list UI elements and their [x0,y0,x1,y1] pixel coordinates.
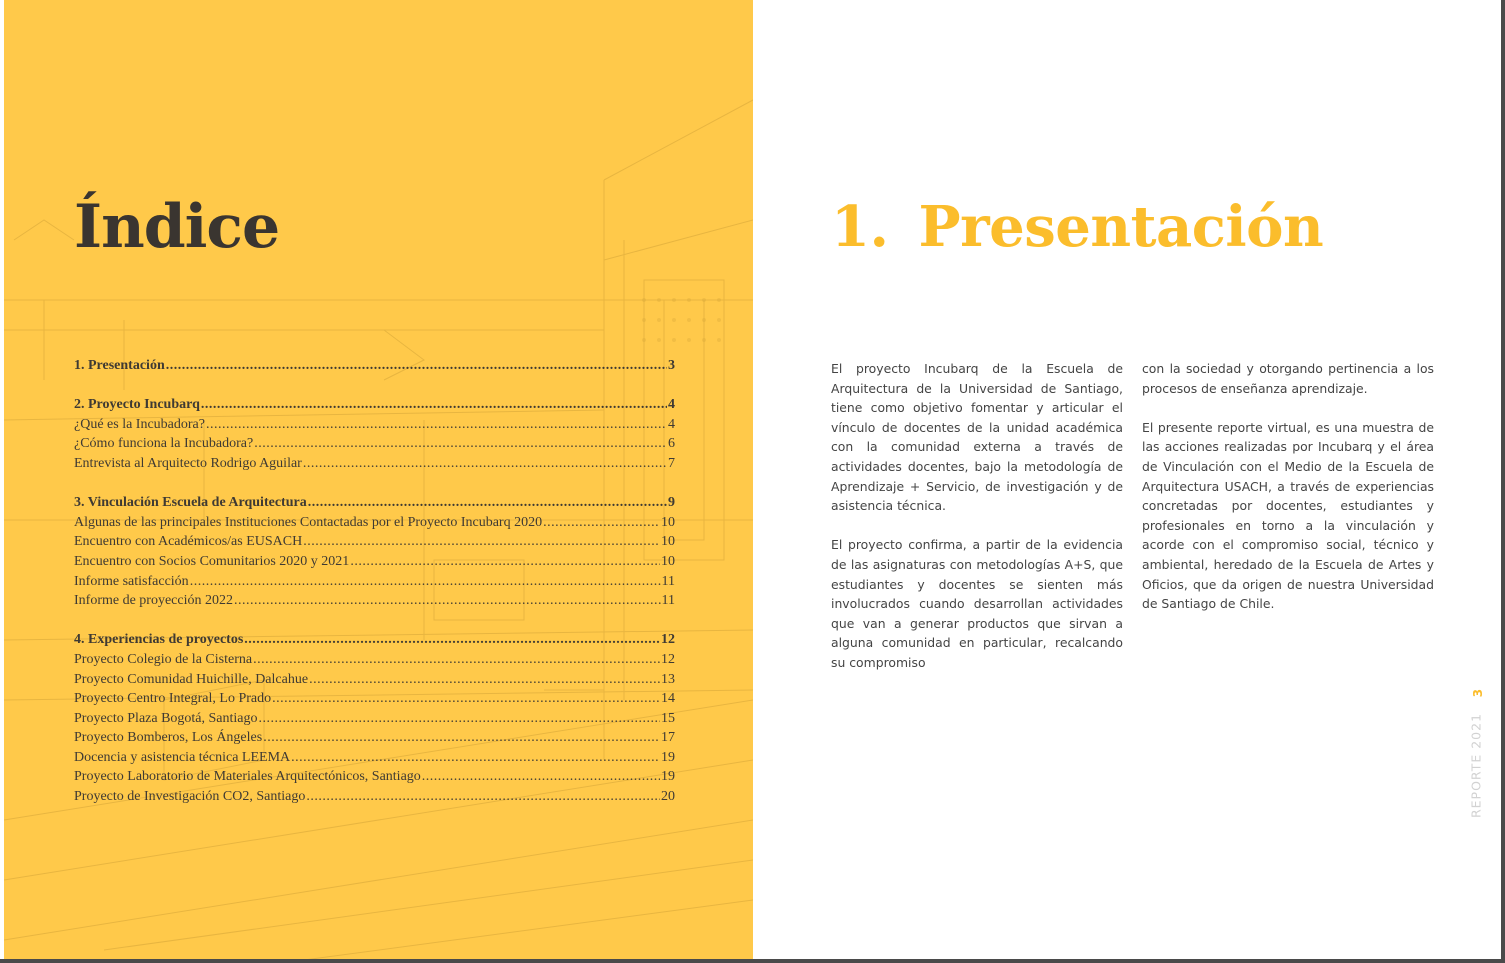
toc-entry[interactable] [74,456,675,476]
dot-leader [234,593,661,609]
text-column-2 [1142,359,1434,633]
toc-entry[interactable] [74,672,675,692]
text-column-1 [831,359,1123,692]
toc-entry-title: Proyecto Laboratorio de Materiales Arquitectónicos, Santiago [74,769,421,785]
toc-entry-title: Proyecto Comunidad Huichille, Dalcahue [74,671,309,687]
toc-section-heading[interactable] [74,397,675,417]
dot-leader [253,652,660,668]
toc-page-number: 19 [661,749,675,765]
dot-leader [206,417,667,433]
toc-entry[interactable] [74,534,675,554]
dot-leader [166,358,667,374]
toc-entry-title: 2. Proyecto Incubarq [74,397,200,413]
toc-entry-title: Informe satisfacción [74,573,189,589]
toc-section-heading[interactable] [74,495,675,515]
toc-section-heading[interactable] [74,632,675,652]
dot-leader [254,436,667,452]
toc-page-number: 20 [661,789,675,805]
toc-page-number: 10 [661,514,675,530]
toc-page-number: 4 [668,416,675,432]
toc-entry-title: Proyecto Plaza Bogotá, Santiago [74,710,258,726]
toc-entry[interactable] [74,593,675,613]
presentation-page [753,0,1501,959]
toc-page-number: 12 [661,632,675,648]
toc-page-number: 10 [661,553,675,569]
dot-leader [259,711,660,727]
toc-entry[interactable] [74,515,675,535]
toc-entry-title: Informe de proyección 2022 [74,593,233,609]
toc-entry[interactable] [74,730,675,750]
toc-page-number: 3 [668,358,675,373]
toc-page-number: 10 [661,534,675,550]
toc-entry[interactable] [74,750,675,770]
dot-leader [309,672,660,688]
toc-spacer [74,613,675,633]
toc-entry-title: Encuentro con Socios Comunitarios 2020 y 2021 [74,553,350,569]
toc-page-number: 19 [661,769,675,785]
presentation-title [831,194,1323,260]
page-number: 3 [1471,688,1485,698]
toc-entry-title: Docencia y asistencia técnica LEEMA [74,749,291,765]
section-title: Presentación [918,194,1324,260]
toc-page-number: 11 [661,573,675,589]
toc-section-heading[interactable] [74,358,675,378]
section-number: 1. [831,194,889,260]
toc-entry-title: 3. Vinculación Escuela de Arquitectura [74,495,307,511]
index-title: Índice [74,192,280,262]
dot-leader [291,750,660,766]
table-of-contents [74,358,675,809]
toc-entry-title: Proyecto de Investigación CO2, Santiago [74,789,306,805]
toc-entry-title: Encuentro con Académicos/as EUSACH [74,534,303,550]
toc-page-number: 4 [668,397,675,413]
toc-entry-title: ¿Qué es la Incubadora? [74,416,205,432]
dot-leader [422,769,660,785]
dot-leader [306,789,660,805]
dot-leader [244,632,660,648]
toc-spacer [74,476,675,496]
report-label: REPORTE 2021 [1468,712,1484,819]
paragraph: El proyecto Incubarq de la Escuela de Arquitectura de la Universidad de Santiago, tiene como objetivo fomentar y articular el vínculo de docentes de la unidad académica con la comunidad externa a través de actividades docentes, bajo la metodología de Aprendizaje + Servicio, de investigación y de asistencia técnica. [831,361,1123,514]
dot-leader [190,574,661,590]
toc-page-number: 11 [661,593,675,609]
paragraph: El proyecto confirma, a partir de la evidencia de las asignaturas con metodologías A+S, que estudiantes y docentes se sienten más involucrados cuando desarrollan actividades que van a generar productos que sirvan a alguna comunidad en particular, recalcando su compromiso [831,537,1123,670]
dot-leader [308,495,667,511]
toc-page-number: 12 [661,651,675,667]
dot-leader [543,515,660,531]
toc-page-number: 7 [668,455,675,471]
dot-leader [350,554,660,570]
toc-entry[interactable] [74,711,675,731]
toc-entry[interactable] [74,652,675,672]
toc-entry-title: ¿Cómo funciona la Incubadora? [74,436,254,452]
toc-entry-title: Proyecto Centro Integral, Lo Prado [74,691,272,707]
toc-page-number: 15 [661,710,675,726]
toc-entry-title: Algunas de las principales Instituciones Contactadas por el Proyecto Incubarq 2020 [74,514,543,530]
toc-page-number: 6 [668,436,675,452]
toc-entry-title: Proyecto Colegio de la Cisterna [74,651,253,667]
toc-entry-title: 4. Experiencias de proyectos [74,632,244,648]
paragraph: con la sociedad y otorgando pertinencia a los procesos de enseñanza aprendizaje. [1142,361,1434,396]
dot-leader [303,456,667,472]
toc-entry[interactable] [74,789,675,809]
dot-leader [263,730,660,746]
toc-entry[interactable] [74,417,675,437]
toc-entry[interactable] [74,554,675,574]
toc-page-number: 9 [668,495,675,511]
dot-leader [272,691,660,707]
toc-entry-title: 1. Presentación [74,358,165,373]
dot-leader [303,534,660,550]
toc-page-number: 17 [661,730,675,746]
page-side-label [1468,686,1488,836]
toc-entry[interactable] [74,574,675,594]
toc-page-number: 14 [661,691,675,707]
paragraph: El presente reporte virtual, es una muestra de las acciones realizadas por Incubarq y el área de Vinculación con el Medio de la Escuela de Arquitectura USACH, a través de experiencias concretadas por docentes, estudiantes y profesionales en torno a la vinculación y acorde con el compromiso social, técnico y ambiental, heredado de la Escuela de Artes y Oficios, que da origen de nuestra Universidad de Santiago de Chile. [1142,419,1434,612]
toc-page-number: 13 [661,671,675,687]
toc-spacer [74,378,675,398]
toc-entry[interactable] [74,436,675,456]
toc-entry[interactable] [74,691,675,711]
toc-entry-title: Entrevista al Arquitecto Rodrigo Aguilar [74,455,302,471]
dot-leader [201,397,667,413]
toc-entry-title: Proyecto Bomberos, Los Ángeles [74,730,263,746]
toc-entry[interactable] [74,769,675,789]
index-page [4,0,753,959]
